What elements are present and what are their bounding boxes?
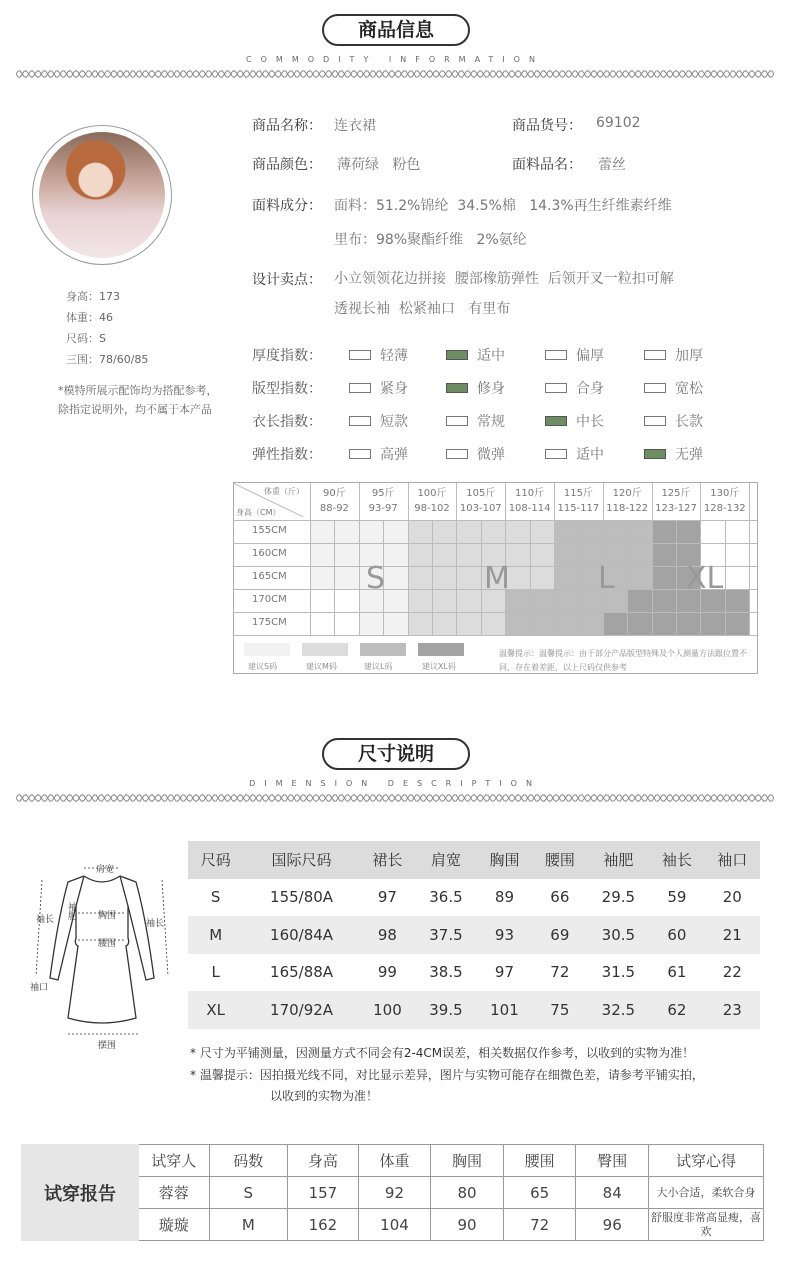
index-option	[545, 411, 604, 431]
table-cell: 75	[532, 991, 587, 1029]
table-cell: 155/80A	[270, 888, 334, 907]
weight-range: 128-132	[703, 503, 746, 514]
composition-label: 面料成分：	[252, 198, 322, 214]
grid-cell	[554, 589, 578, 612]
grid-cell	[432, 589, 456, 612]
grid-cell	[627, 566, 651, 589]
diagram-bust-label: 胸围	[98, 911, 117, 921]
index-option-label: 高弹	[380, 447, 408, 463]
table-header-cell: 腰围	[532, 841, 587, 879]
table-cell: 72	[550, 963, 570, 982]
table-cell: 93	[477, 916, 532, 954]
report-header-cell: 胸围	[431, 1145, 504, 1177]
index-option	[446, 444, 505, 464]
grid-line	[234, 520, 757, 521]
size-zone-label: M	[484, 561, 510, 596]
legend-swatch	[418, 643, 464, 656]
grid-cell	[554, 520, 578, 543]
model-note: *模特所展示配饰均为搭配参考，除指定说明外，均不属于本产品	[58, 384, 218, 416]
grid-cell	[652, 612, 676, 635]
grid-cell	[676, 612, 700, 635]
model-weight: 体重：46	[66, 311, 113, 324]
grid-line	[725, 520, 726, 635]
report-cell: S	[209, 1177, 288, 1209]
index-option-label: 适中	[477, 348, 505, 364]
grid-line	[530, 520, 531, 635]
wave-divider	[16, 793, 774, 803]
dimension-table	[188, 841, 760, 1029]
weight-range: 103-107	[459, 503, 502, 514]
table-header-cell: 肩宽	[415, 841, 477, 879]
index-label: 厚度指数：	[252, 348, 322, 364]
weight-jin: 105斤	[466, 488, 496, 499]
grid-cell	[652, 566, 676, 589]
table-header-cell: 裙长	[360, 841, 415, 879]
model-photo	[32, 125, 172, 265]
table-header-cell: 袖肥	[588, 841, 650, 879]
checkbox-icon	[644, 350, 666, 360]
legend-swatch	[302, 643, 348, 656]
table-cell: 59	[667, 888, 687, 907]
grid-line	[432, 520, 433, 635]
product-color-label: 商品颜色：	[252, 157, 322, 173]
table-cell: 97	[377, 888, 397, 907]
weight-column-header	[505, 486, 554, 516]
index-option-label: 宽松	[675, 381, 703, 397]
report-cell: 92	[358, 1177, 431, 1209]
table-cell: 39.5	[415, 991, 477, 1029]
weight-column-header	[310, 486, 359, 516]
diagram-hem-label: 摆围	[98, 1041, 117, 1051]
grid-cell	[432, 566, 456, 589]
table-row	[188, 879, 760, 917]
weight-column-header	[554, 486, 603, 516]
table-cell: 37.5	[415, 916, 477, 954]
report-header-cell: 试穿心得	[649, 1145, 764, 1177]
checkbox-icon	[545, 383, 567, 393]
grid-line	[627, 520, 628, 635]
table-cell: 170/92A	[243, 991, 359, 1029]
report-cell: 96	[576, 1209, 649, 1241]
table-cell: 66	[550, 888, 570, 907]
table-cell: 61	[667, 963, 687, 982]
grid-cell	[383, 520, 407, 543]
fabric-name-value: 蕾丝	[598, 157, 626, 173]
grid-cell	[456, 612, 480, 635]
grid-line	[676, 520, 677, 635]
grid-cell	[652, 589, 676, 612]
weight-jin: 120斤	[612, 488, 642, 499]
grid-corner-weight: 体重（斤）	[264, 487, 304, 496]
weight-jin: 110斤	[515, 488, 545, 499]
index-option	[545, 444, 604, 464]
grid-cell	[432, 543, 456, 566]
checkbox-icon	[644, 416, 666, 426]
grid-line	[578, 520, 579, 635]
weight-range: 98-102	[414, 503, 450, 514]
height-row-label: 160CM	[252, 548, 287, 559]
grid-cell	[310, 589, 334, 612]
diagram-sleeve-width-label: 袖肥	[68, 903, 78, 922]
table-cell: 69	[532, 916, 587, 954]
checkbox-icon	[446, 416, 468, 426]
index-option	[644, 378, 703, 398]
report-cell: 65	[503, 1177, 576, 1209]
grid-cell	[530, 612, 554, 635]
legend-swatch	[360, 643, 406, 656]
grid-cell	[456, 543, 480, 566]
legend-label: 建议L码	[364, 662, 393, 671]
grid-cell	[481, 520, 505, 543]
grid-cell	[334, 612, 358, 635]
wave-divider	[16, 69, 774, 79]
grid-cell	[700, 612, 724, 635]
height-row-label: 165CM	[252, 571, 287, 582]
index-option-label: 无弹	[675, 447, 703, 463]
weight-jin: 90斤	[323, 488, 346, 499]
product-sku-label: 商品货号：	[512, 118, 582, 134]
grid-cell	[554, 612, 578, 635]
report-cell: 162	[288, 1209, 359, 1241]
legend-label: 建议XL码	[422, 662, 456, 671]
composition-value-2: 里布：98%聚酯纤维 2%氨纶	[334, 232, 527, 248]
checkbox-icon	[349, 383, 371, 393]
grid-cell	[408, 566, 432, 589]
grid-cell	[627, 589, 651, 612]
model-stats	[66, 286, 148, 370]
index-option	[545, 345, 604, 365]
report-cell: 72	[503, 1209, 576, 1241]
table-cell: 30.5	[588, 916, 650, 954]
index-option-label: 短款	[380, 414, 408, 430]
index-option-label: 加厚	[675, 348, 703, 364]
index-label: 版型指数：	[252, 381, 322, 397]
index-option-label: 合身	[576, 381, 604, 397]
report-cell: 舒服度非常高显瘦，喜欢	[649, 1209, 764, 1241]
grid-cell	[530, 589, 554, 612]
grid-cell	[456, 589, 480, 612]
report-title: 试穿报告	[22, 1145, 139, 1241]
index-option	[644, 444, 703, 464]
table-cell: 101	[477, 991, 532, 1029]
diagram-cuff-label: 袖口	[30, 983, 49, 993]
model-height: 身高：173	[66, 290, 120, 303]
index-option-label: 中长	[576, 414, 604, 430]
grid-cell	[652, 543, 676, 566]
table-cell: 23	[705, 991, 760, 1029]
table-row	[188, 916, 760, 954]
checked-box-icon	[644, 449, 666, 459]
grid-cell	[627, 612, 651, 635]
report-cell: 80	[431, 1177, 504, 1209]
grid-cell	[725, 589, 749, 612]
grid-corner-height: 身高（CM）	[236, 508, 281, 517]
report-cell: 157	[288, 1177, 359, 1209]
grid-cell	[383, 566, 407, 589]
grid-cell	[725, 566, 749, 589]
table-cell: 36.5	[429, 888, 463, 907]
report-cell: 大小合适，柔软合身	[649, 1177, 764, 1209]
grid-cell	[432, 612, 456, 635]
report-cell: 蓉蓉	[138, 1177, 209, 1209]
table-cell: 60	[649, 916, 704, 954]
grid-cell	[505, 520, 529, 543]
grid-cell	[530, 566, 554, 589]
weight-jin: 115斤	[563, 488, 593, 499]
grid-cell	[359, 612, 383, 635]
diagram-waist-label: 腰围	[98, 939, 117, 949]
table-cell: 20	[722, 888, 742, 907]
checked-box-icon	[545, 416, 567, 426]
table-cell: 165/88A	[270, 963, 334, 982]
table-cell: XL	[188, 991, 243, 1029]
grid-cell	[334, 543, 358, 566]
fabric-name-label: 面料品名：	[512, 157, 582, 173]
index-option-label: 长款	[675, 414, 703, 430]
index-option-label: 轻薄	[380, 348, 408, 364]
grid-line	[234, 543, 757, 544]
model-size: 尺码：S	[66, 332, 106, 345]
weight-range: 118-122	[606, 503, 649, 514]
model-bust: 三围：78/60/85	[66, 353, 149, 366]
weight-column-header	[603, 486, 652, 516]
index-label: 弹性指数：	[252, 447, 322, 463]
weight-column-header	[456, 486, 505, 516]
report-header-cell: 腰围	[503, 1145, 576, 1177]
checkbox-icon	[349, 449, 371, 459]
index-option	[545, 378, 604, 398]
report-header-cell: 码数	[209, 1145, 288, 1177]
grid-cell	[383, 612, 407, 635]
fitting-report-table	[21, 1144, 764, 1241]
checkbox-icon	[349, 350, 371, 360]
diagram-shoulder-label: 肩宽	[96, 865, 115, 875]
grid-cell	[530, 543, 554, 566]
legend-label: 建议S码	[248, 662, 278, 671]
size-recommendation-grid	[233, 482, 758, 674]
weight-jin: 95斤	[371, 488, 395, 499]
report-cell: 璇璇	[138, 1209, 209, 1241]
weight-column-header	[359, 486, 408, 516]
grid-cell	[554, 566, 578, 589]
index-option-label: 紧身	[380, 381, 408, 397]
composition-value-1: 面料：51.2%锦纶 34.5%棉 14.3%再生纤维素纤维	[334, 198, 672, 214]
report-cell: 84	[576, 1177, 649, 1209]
diagram-sleeve-left-label: 袖长	[36, 915, 55, 925]
index-option	[446, 378, 505, 398]
dress-outline-icon	[28, 858, 176, 1052]
weight-range: 88-92	[319, 503, 349, 514]
garment-measurement-diagram	[28, 858, 176, 1052]
section-title-dimension: 尺寸说明	[322, 738, 470, 770]
report-header-cell: 臀围	[576, 1145, 649, 1177]
grid-cell	[456, 566, 480, 589]
index-option-label: 适中	[576, 447, 604, 463]
table-header-cell: 国际尺码	[243, 841, 359, 879]
table-cell: 100	[360, 991, 415, 1029]
design-label: 设计卖点：	[252, 272, 322, 288]
grid-cell	[408, 589, 432, 612]
index-option	[349, 378, 408, 398]
product-name-label: 商品名称：	[252, 118, 322, 134]
grid-cell	[603, 612, 627, 635]
table-cell: 21	[705, 916, 760, 954]
index-option	[446, 345, 505, 365]
checkbox-icon	[545, 449, 567, 459]
design-value-2: 透视长袖 松紧袖口 有里布	[334, 301, 511, 317]
grid-cell	[578, 520, 602, 543]
table-row	[188, 991, 760, 1029]
grid-cell	[383, 589, 407, 612]
report-header-cell: 体重	[358, 1145, 431, 1177]
product-name-value: 连衣裙	[334, 118, 376, 134]
index-option-label: 微弹	[477, 447, 505, 463]
table-cell: M	[188, 916, 243, 954]
grid-line	[234, 612, 757, 613]
table-cell: 62	[649, 991, 704, 1029]
size-zone-label: XL	[686, 561, 724, 596]
table-header-cell: 袖长	[649, 841, 704, 879]
design-value-1: 小立领领花边拼接 腰部橡筋弹性 后领开叉一粒扣可解	[334, 271, 674, 287]
grid-cell	[310, 543, 334, 566]
weight-range: 108-114	[508, 503, 551, 514]
report-header-row	[22, 1145, 764, 1177]
table-cell: 89	[494, 888, 514, 907]
grid-cell	[603, 520, 627, 543]
table-cell: 38.5	[429, 963, 463, 982]
grid-line	[481, 520, 482, 635]
index-option	[644, 411, 703, 431]
table-cell: 22	[722, 963, 742, 982]
grid-cell	[578, 612, 602, 635]
checked-box-icon	[446, 350, 468, 360]
grid-cell	[725, 520, 749, 543]
grid-cell	[505, 612, 529, 635]
checkbox-icon	[644, 383, 666, 393]
grid-cell	[627, 543, 651, 566]
product-color-value: 薄荷绿 粉色	[337, 157, 421, 173]
grid-cell	[627, 520, 651, 543]
weight-jin: 100斤	[417, 488, 447, 499]
report-header-cell: 试穿人	[138, 1145, 209, 1177]
grid-tip: 温馨提示：温馨提示：由于部分产品版型特殊及个人测量方法跟位置不同，存在着差距，以上尺码仅供参考	[499, 649, 747, 672]
grid-cell	[676, 520, 700, 543]
table-cell: 97	[494, 963, 514, 982]
grid-cell	[700, 520, 724, 543]
index-label: 衣长指数：	[252, 414, 322, 430]
weight-column-header	[700, 486, 749, 516]
grid-line	[234, 635, 757, 636]
weight-range: 123-127	[655, 503, 697, 514]
table-header-cell: 胸围	[477, 841, 532, 879]
table-header-cell: 尺码	[188, 841, 243, 879]
grid-cell	[481, 612, 505, 635]
table-header-row	[188, 841, 760, 879]
table-row	[188, 954, 760, 992]
index-option-label: 修身	[477, 381, 505, 397]
weight-column-header	[408, 486, 457, 516]
height-row-label: 175CM	[252, 617, 287, 628]
size-zone-label: S	[366, 561, 386, 596]
grid-cell	[383, 543, 407, 566]
report-cell: 104	[358, 1209, 431, 1241]
grid-line	[334, 520, 335, 635]
table-header-cell: 袖口	[705, 841, 760, 879]
grid-cell	[310, 566, 334, 589]
weight-jin: 125斤	[661, 488, 691, 499]
size-zone-label: L	[598, 561, 615, 596]
grid-cell	[725, 612, 749, 635]
section-title-product-info: 商品信息	[322, 14, 470, 46]
report-header-cell: 身高	[288, 1145, 359, 1177]
grid-cell	[725, 543, 749, 566]
section-subtitle-product-info: COMMODITY INFORMATION	[246, 55, 544, 64]
table-cell: 98	[360, 916, 415, 954]
table-cell: 32.5	[588, 991, 650, 1029]
grid-cell	[554, 543, 578, 566]
grid-cell	[530, 520, 554, 543]
grid-cell	[652, 520, 676, 543]
index-option-label: 常规	[477, 414, 505, 430]
height-row-label: 170CM	[252, 594, 287, 605]
weight-range: 93-97	[368, 503, 398, 514]
index-option-label: 偏厚	[576, 348, 604, 364]
note-color: * 温馨提示：因拍摄光线不同，对比显示差异，图片与实物可能存在细微色差，请参考平铺实拍，	[190, 1068, 704, 1082]
index-option	[349, 444, 408, 464]
table-cell: 160/84A	[243, 916, 359, 954]
weight-jin: 130斤	[710, 488, 740, 499]
table-cell: 99	[377, 963, 397, 982]
table-cell: L	[211, 963, 220, 982]
index-option	[446, 411, 505, 431]
grid-cell	[408, 612, 432, 635]
checkbox-icon	[446, 449, 468, 459]
legend-label: 建议M码	[306, 662, 337, 671]
table-cell: 31.5	[601, 963, 636, 982]
table-cell: S	[210, 888, 221, 907]
checkbox-icon	[545, 350, 567, 360]
product-sku-value: 69102	[596, 115, 641, 131]
grid-cell	[310, 520, 334, 543]
grid-cell	[456, 520, 480, 543]
note-measurement: * 尺寸为平铺测量，因测量方式不同会有2-4CM误差，相关数据仅作参考，以收到的实物为准！	[190, 1046, 695, 1060]
checkbox-icon	[349, 416, 371, 426]
report-cell: 90	[431, 1209, 504, 1241]
legend-swatch	[244, 643, 290, 656]
grid-cell	[310, 612, 334, 635]
table-cell: 29.5	[601, 888, 636, 907]
weight-column-header	[652, 486, 701, 516]
grid-cell	[359, 520, 383, 543]
note-color-cont: 以收到的实物为准！	[270, 1089, 379, 1103]
index-option	[349, 411, 408, 431]
grid-cell	[408, 543, 432, 566]
index-option	[349, 345, 408, 365]
checked-box-icon	[446, 383, 468, 393]
section-subtitle-dimension: DIMENSION DESCRIPTION	[249, 779, 541, 788]
grid-cell	[408, 520, 432, 543]
diagram-sleeve-right-label: 袖长	[146, 919, 165, 929]
grid-cell	[334, 566, 358, 589]
index-option	[644, 345, 703, 365]
height-row-label: 155CM	[252, 525, 287, 536]
grid-cell	[432, 520, 456, 543]
grid-cell	[334, 520, 358, 543]
grid-cell	[334, 589, 358, 612]
weight-range: 115-117	[557, 503, 600, 514]
report-cell: M	[209, 1209, 288, 1241]
